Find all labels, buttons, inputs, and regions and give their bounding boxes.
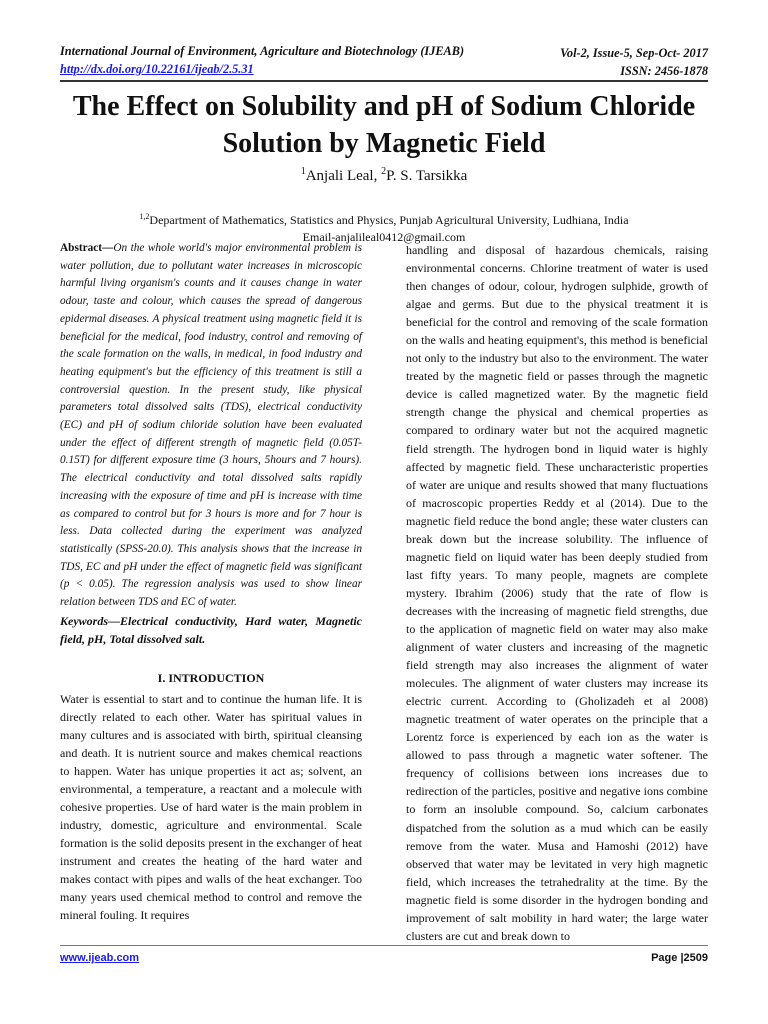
volume-issue: Vol-2, Issue-5, Sep-Oct- 2017 <box>560 46 708 60</box>
journal-name: International Journal of Environment, Agriculture and Biotechnology (IJEAB) <box>60 44 465 58</box>
page-number: Page |2509 <box>651 952 708 964</box>
journal-website-link[interactable]: www.ijeab.com <box>60 952 140 964</box>
footer-divider <box>60 945 708 946</box>
abstract-label: Abstract— <box>60 242 114 254</box>
intro-paragraph-left: Water is essential to start and to continue the human life. It is directly related to each other. Water has spiritual values in many cultures and is associated with birth, spiritual cleansing and death. It is nutrient source and makes chemical reactions to happen. Water has unique properties it act as; solvent, an environmental, a temperature, a reactant and a molecule with cohesive properties. Use of hard water is the main problem in industry, domestic, agriculture and environmental. Scale formation is the solid deposits present in the exchanger of heat instrument and creates the heating of the hard water and makes contact with pipes and walls of the heat exchanger. Too many years used chemical method to control and remove the mineral fouling. It requires <box>60 691 362 923</box>
author-line <box>60 166 708 185</box>
affiliation-superscript: 1,2 <box>139 212 150 221</box>
right-column <box>406 241 708 945</box>
issue-info <box>560 44 708 80</box>
intro-paragraph-right: handling and disposal of hazardous chemicals, raising environmental concerns. Chlorine treatment of water is used then changes of odour, colour, hydrogen sulphide, growth of algae and germs. But due to the physical treatment it is beneficial for the control and removing of the scale formation on the walls and heating equipment's, this method is beneficial not only to the industry but also to the environment. The water treated by the magnetic field or passes through the magnetic device is called magnetized water. By the magnetic field strength change the physical and chemical properties as compared to ordinary water but not the acquired magnetic field strength. The hydrogen bond in liquid water is highly affected by magnetic field. These uncharacteristic properties of water are unique and results showed that many fluctuations of macroscopic properties Reddy et al (2014). Due to the magnetic field reduce the bond angle; these water clusters can break down but the increase solubility. The influence of magnetic field on liquid water has been deeply studied from last fifty years. To many people, magnets are complete mystery. Ibrahim (2006) study that the rate of flow is decreases with the increasing of magnetic field strengths, due to the application of magnetic field on water may also make alignment of water clusters and increasing of the magnetic field strength may also increases the alignment of water molecules. The alignment of water clusters may increase its electric current. According to (Gholizadeh et al 2008) magnetic treatment of water operates on the principle that a Lorentz force is experienced by each ion as the water is allowed to pass through a magnetic water softener. The frequency of collisions between ions increases due to redirection of the particles, positive and negative ions combine to form an insoluble compound. So, calcium carbonates dispatched from the solution as a mud which can be easily remove from the water. Musa and Hamoshi (2012) have observed that water may be levitated in very high magnetic field, which increases the tetrahedrality at the time. By the magnetic field is some disorder in the hydrogen bonding and improvement of salt mobility in hard water; the large water clusters are cut and break down to <box>406 243 708 943</box>
abstract-text: On the whole world's major environmental problem is water pollution, due to pollutant water increases in microscopic harmful living organism's counts and it causes change in water odour, taste and colour, which causes the spread of dangerous epidermal diseases. A physical treatment using magnetic field it is beneficial for the medical, food industry, control and removing of the scale formation on the walls, in medical, in food industry and heating equipment's but the efficiency of this treatment is still a controversial question. In the present study, like physical parameters total dissolved salts (TDS), electrical conductivity (EC) and pH of sodium chloride solution have been evaluated under the effect of different strength of magnetic field (0.05T-0.15T) for different exposure time (3 hours, 5hours and 7 hours). The electrical conductivity and total dissolved salts rapidly increasing with the exposure of time and pH is increase with time as compared to control but for 3 hours is more and for 7 hour is less. Data collected during the experiment was analyzed statistically (SPSS-20.0). This analysis shows that the increase in TDS, EC and pH under the effect of magnetic field was significant (p < 0.05). The regression analysis was used to show linear relation between TDS and EC of water. <box>60 242 362 609</box>
doi-link[interactable]: http://dx.doi.org/10.22161/ijeab/2.5.31 <box>60 62 254 76</box>
section-heading-introduction: I. INTRODUCTION <box>157 670 265 685</box>
author2-name: P. S. Tarsikka <box>386 168 468 184</box>
left-column <box>60 240 362 924</box>
department: Department of Mathematics, Statistics and Physics, Punjab Agricultural University, Ludhiana, India <box>149 213 629 227</box>
author2-superscript: 2 <box>381 166 387 177</box>
author1-name: Anjali Leal, <box>305 168 382 184</box>
keywords: Keywords—Electrical conductivity, Hard water, Magnetic field, pH, Total dissolved salt. <box>60 613 362 646</box>
abstract <box>60 240 362 612</box>
author1-superscript: 1 <box>300 166 306 177</box>
author-email: Email-anjalileal0412@gmail.com <box>302 230 466 244</box>
paper-title: The Effect on Solubility and pH of Sodium Chloride Solution by Magnetic Field <box>72 91 696 159</box>
issn: ISSN: 2456-1878 <box>620 64 708 78</box>
header-divider <box>60 80 708 82</box>
